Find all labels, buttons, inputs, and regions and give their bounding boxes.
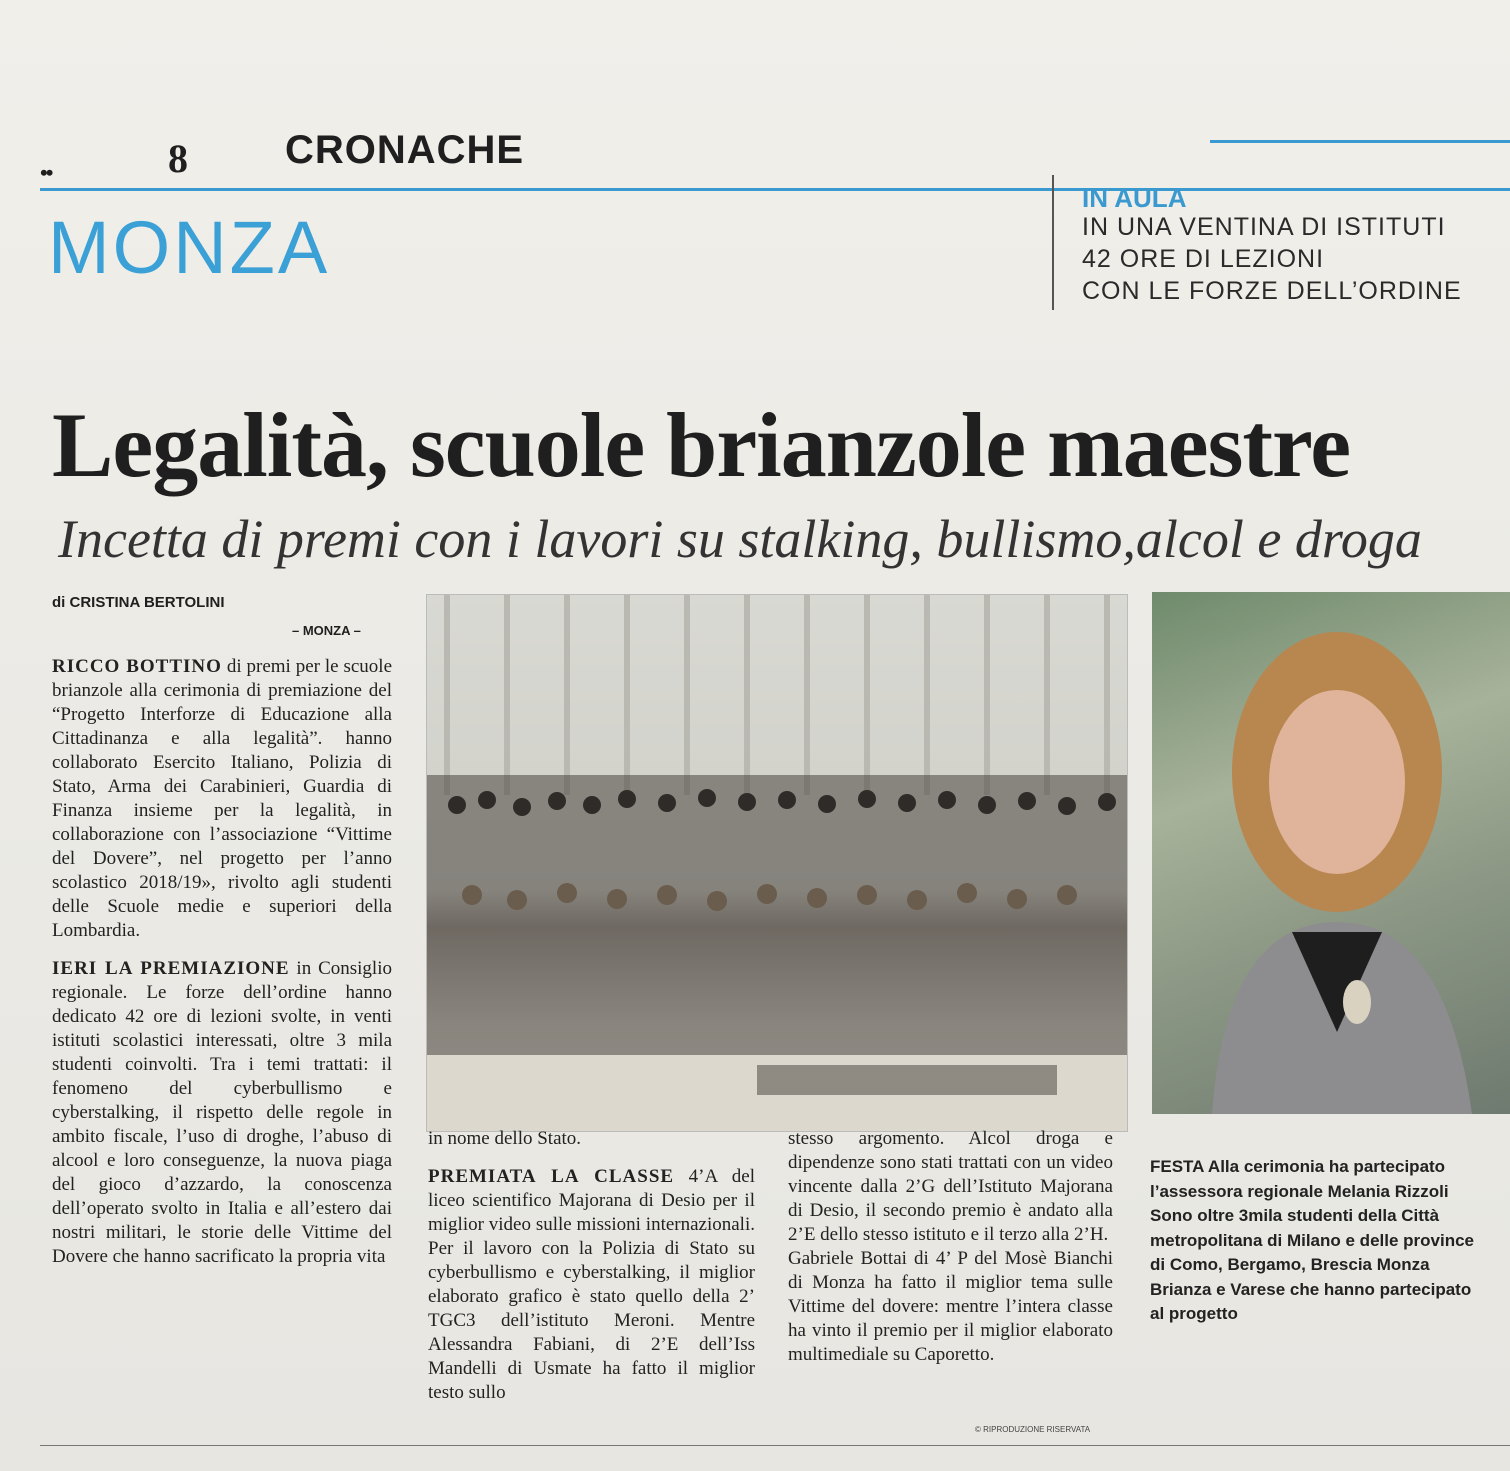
group-photo <box>426 594 1128 1132</box>
sidebar-divider <box>1052 175 1054 310</box>
paragraph <box>428 1165 755 1405</box>
in-aula-line: 42 ORE DI LEZIONI <box>1082 245 1325 273</box>
group-photo-illustration <box>427 595 1127 1131</box>
portrait-photo <box>1152 592 1510 1114</box>
paragraph <box>52 655 392 943</box>
article-column-2 <box>428 1127 755 1419</box>
paragraph: Gabriele Bottai di 4’ P del Mosè Bianchi di Monza ha fatto il miglior tema sulle Vittime del dovere: mentre l’intera classe ha vinto il premio per il miglior elaborato multimediale su Caporetto. <box>788 1248 1113 1365</box>
paragraph-text: di premi per le scuole brianzole alla cerimonia di premiazione del “Progetto Interforze di Educazione alla Cittadinanza e alla legalità”. hanno collaborato Esercito Italiano, Polizia di Stato, Arma dei Carabinieri, Guardia di Finanza insieme per la legalità, in collaborazione con l’associazione “Vittime del Dovere”, nel progetto per l’anno scolastico 2018/19», rivolto agli studenti delle Scuole medie e superiori della Lombardia. <box>52 656 392 941</box>
copyright-notice: © RIPRODUZIONE RISERVATA <box>975 1425 1091 1434</box>
section-title: CRONACHE <box>285 128 525 172</box>
bottom-rule <box>40 1445 1510 1446</box>
top-rule <box>40 188 1510 191</box>
article-column-3 <box>788 1127 1113 1381</box>
in-aula-kicker: IN AULA <box>1082 183 1187 213</box>
paragraph: in nome dello Stato. <box>428 1128 582 1149</box>
article-headline: Legalità, scuole brianzole maestre <box>52 394 1351 496</box>
paragraph: stesso argomento. Alcol droga e dipendenze sono stati trattati con un video vincente dalla 2’G dell’Istituto Majorana di Desio, il secondo premio è andato alla 2’E dello stesso istituto e il terzo alla 2’H. <box>788 1128 1113 1245</box>
caption-kicker: FESTA <box>1150 1157 1204 1176</box>
paragraph-text: in Consiglio regionale. Le forze dell’ordine hanno dedicato 42 ore di lezioni svolte, in venti istituti scolastici interessati, oltre 3 mila studenti coinvolti. Tra i temi trattati: il fenomeno del cyberbullismo e cyberstalking, il rispetto delle regole in ambito fiscale, l’uso di droghe, l’abuso di alcool e loro conseguenze, la nuova piaga del gioco d’azzardo, la conoscenza dell’operato svolto in Italia e all’estero dai nostri militari, le storie delle Vittime del Dovere che hanno sacrificato la propria vita <box>52 958 392 1267</box>
in-aula-line: IN UNA VENTINA DI ISTITUTI <box>1082 213 1446 241</box>
top-rule-right <box>1210 140 1510 143</box>
page-number: 8 <box>168 136 188 181</box>
paragraph-lead: PREMIATA LA CLASSE <box>428 1166 675 1187</box>
page-dots: •• <box>40 160 52 185</box>
byline: di CRISTINA BERTOLINI <box>52 594 225 611</box>
dateline: – MONZA – <box>292 623 361 638</box>
paragraph <box>52 957 392 1269</box>
caption-text: Alla cerimonia ha partecipato l’assessora regionale Melania Rizzoli Sono oltre 3mila studenti della Città metropolitana di Milano e delle province di Como, Bergamo, Brescia Monza Brianza e Varese che hanno partecipato al progetto <box>1150 1157 1475 1323</box>
city-heading: MONZA <box>48 206 331 289</box>
in-aula-line: CON LE FORZE DELL’ORDINE <box>1082 277 1462 305</box>
article-column-1 <box>52 655 392 1283</box>
photo-caption <box>1150 1155 1480 1327</box>
paragraph-lead: IERI LA PREMIAZIONE <box>52 958 290 979</box>
portrait-illustration <box>1152 592 1510 1114</box>
article-subhead: Incetta di premi con i lavori su stalking, bullismo,alcol e droga <box>58 509 1422 569</box>
paragraph-text: 4’A del liceo scientifico Majorana di Desio per il miglior video sulle missioni internazionali. Per il lavoro con la Polizia di Stato su cyberbullismo e cyberstalking, il miglior elaborato grafico è stato quello della 2’ TGC3 dell’istituto Meroni. Mentre Alessandra Fabiani, di 2’E dell’Iss Mandelli di Usmate ha fatto il miglior testo sullo <box>428 1166 755 1403</box>
paragraph-lead: RICCO BOTTINO <box>52 656 222 677</box>
